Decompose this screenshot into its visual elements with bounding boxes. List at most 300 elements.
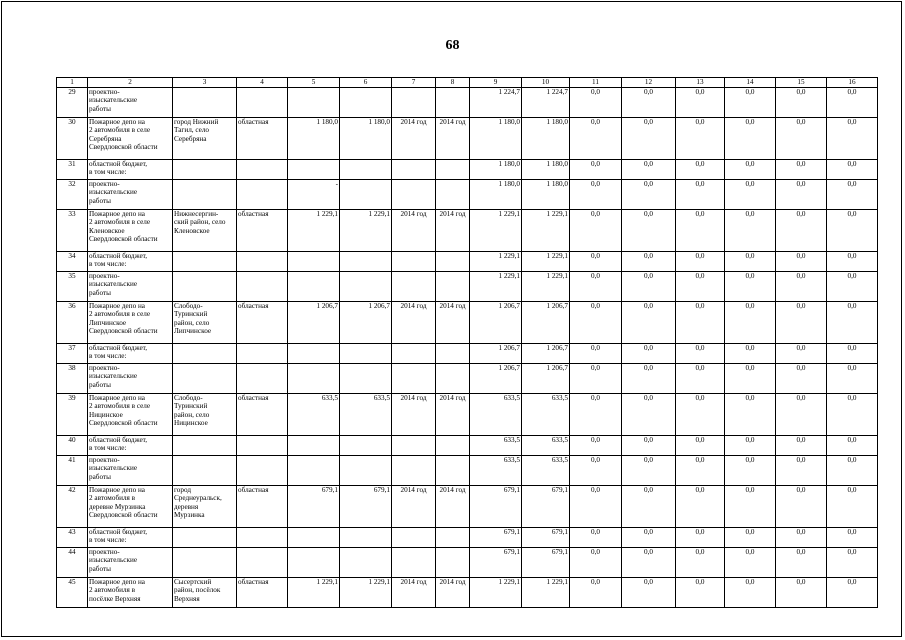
table-cell: 0,0 [570, 272, 622, 302]
table-cell [436, 528, 470, 548]
table-cell: 0,0 [827, 548, 878, 578]
table-cell: 1 229,1 [288, 578, 340, 608]
table-cell: 1 229,1 [340, 578, 392, 608]
column-header: 1 [57, 78, 88, 88]
table-cell: областная [237, 210, 288, 252]
table-cell [237, 180, 288, 210]
table-cell: 0,0 [622, 118, 676, 160]
table-cell: 1 180,0 [470, 118, 522, 160]
table-cell: 0,0 [776, 364, 827, 394]
table-cell: областной бюджет, в том числе: [88, 344, 173, 364]
table-cell: 2014 год [436, 210, 470, 252]
column-header: 11 [570, 78, 622, 88]
table-cell: 0,0 [725, 578, 776, 608]
table-cell: 0,0 [676, 528, 725, 548]
table-cell: 32 [57, 180, 88, 210]
table-cell [436, 88, 470, 118]
table-cell [340, 88, 392, 118]
table-cell [436, 364, 470, 394]
table-cell: 2014 год [436, 486, 470, 528]
table-cell: 1 229,1 [340, 210, 392, 252]
table-cell: 0,0 [725, 88, 776, 118]
table-cell [173, 548, 237, 578]
table-cell: 0,0 [725, 436, 776, 456]
table-cell [288, 272, 340, 302]
table-cell: 0,0 [776, 252, 827, 272]
table-cell [340, 548, 392, 578]
table-cell: областной бюджет, в том числе: [88, 436, 173, 456]
table-cell: 0,0 [622, 578, 676, 608]
table-cell: 0,0 [725, 210, 776, 252]
table-cell: областная [237, 486, 288, 528]
table-cell: 1 206,7 [340, 302, 392, 344]
table-cell [288, 436, 340, 456]
table-cell: 0,0 [570, 486, 622, 528]
table-cell: 0,0 [827, 210, 878, 252]
table-cell: 2014 год [392, 486, 436, 528]
table-row [57, 578, 878, 608]
table-cell: 0,0 [622, 272, 676, 302]
table-cell: 0,0 [725, 118, 776, 160]
column-header: 7 [392, 78, 436, 88]
column-header: 10 [522, 78, 570, 88]
table-cell: 1 206,7 [470, 364, 522, 394]
table-cell: 1 224,7 [522, 88, 570, 118]
table-cell: 0,0 [776, 344, 827, 364]
table-cell: 0,0 [776, 456, 827, 486]
column-header: 14 [725, 78, 776, 88]
column-header: 4 [237, 78, 288, 88]
table-cell: проектно- изыскательские работы [88, 364, 173, 394]
table-cell [173, 160, 237, 180]
table-cell: 1 206,7 [470, 344, 522, 364]
table-cell: 0,0 [827, 486, 878, 528]
table-cell: 0,0 [725, 528, 776, 548]
table-cell [237, 344, 288, 364]
table-row [57, 436, 878, 456]
table-cell: 0,0 [676, 88, 725, 118]
table-cell [237, 548, 288, 578]
table-cell: 0,0 [570, 88, 622, 118]
table-cell: 0,0 [725, 272, 776, 302]
table-cell [173, 180, 237, 210]
table-row [57, 180, 878, 210]
table-cell: 0,0 [827, 528, 878, 548]
table-cell: 0,0 [725, 456, 776, 486]
table-cell [392, 456, 436, 486]
table-cell: 0,0 [622, 364, 676, 394]
table-cell: 0,0 [676, 486, 725, 528]
table-cell: 2014 год [392, 118, 436, 160]
table-cell [340, 456, 392, 486]
table-cell: 1 229,1 [522, 272, 570, 302]
column-header: 3 [173, 78, 237, 88]
table-row [57, 272, 878, 302]
table-cell [288, 528, 340, 548]
table-cell: 679,1 [340, 486, 392, 528]
table-cell: 2014 год [392, 578, 436, 608]
table-cell: 633,5 [340, 394, 392, 436]
table-row [57, 548, 878, 578]
table-cell: 1 180,0 [470, 160, 522, 180]
table-cell [392, 364, 436, 394]
table-cell: 2014 год [436, 394, 470, 436]
table-cell: 633,5 [288, 394, 340, 436]
table-row [57, 252, 878, 272]
table-cell: 0,0 [622, 548, 676, 578]
table-cell [436, 160, 470, 180]
table-cell: 679,1 [470, 486, 522, 528]
table-cell: областная [237, 394, 288, 436]
page-number: 68 [445, 38, 460, 53]
table-cell [173, 456, 237, 486]
table-cell: 1 180,0 [340, 118, 392, 160]
table-cell: 1 180,0 [522, 180, 570, 210]
table-cell: Пожарное депо на 2 автомобиля в посёлке Верхняя [88, 578, 173, 608]
table-cell: 0,0 [827, 578, 878, 608]
table-cell [288, 88, 340, 118]
table-cell: областной бюджет, в том числе: [88, 528, 173, 548]
table-cell: 0,0 [827, 118, 878, 160]
table-cell: 0,0 [827, 252, 878, 272]
table-cell: 0,0 [776, 486, 827, 528]
table-cell: 0,0 [725, 160, 776, 180]
table-cell: 0,0 [725, 302, 776, 344]
table-cell: 0,0 [570, 180, 622, 210]
table-cell: Нижнесергин- ский район, село Кленовское [173, 210, 237, 252]
table-cell: 43 [57, 528, 88, 548]
table-cell: 1 180,0 [470, 180, 522, 210]
table-cell: 2014 год [436, 302, 470, 344]
table-cell: 0,0 [676, 252, 725, 272]
table-cell [436, 548, 470, 578]
table-cell: 0,0 [622, 210, 676, 252]
table-cell: 0,0 [827, 436, 878, 456]
column-header: 9 [470, 78, 522, 88]
table-cell: 0,0 [676, 160, 725, 180]
table-cell: 0,0 [676, 364, 725, 394]
table-cell: 0,0 [570, 436, 622, 456]
table-cell: 1 180,0 [522, 118, 570, 160]
table-cell: 1 229,1 [288, 210, 340, 252]
table-cell [392, 160, 436, 180]
table-cell: областная [237, 302, 288, 344]
table-cell: 0,0 [827, 160, 878, 180]
table-cell: 0,0 [570, 394, 622, 436]
table-cell: 679,1 [288, 486, 340, 528]
table-cell: 0,0 [827, 344, 878, 364]
table-cell: 0,0 [776, 578, 827, 608]
table-cell: 0,0 [676, 210, 725, 252]
table-cell: 633,5 [470, 436, 522, 456]
table-cell: 0,0 [622, 344, 676, 364]
table-cell [237, 88, 288, 118]
table-row [57, 394, 878, 436]
table-cell: 0,0 [622, 456, 676, 486]
table-cell [436, 436, 470, 456]
table-cell: 0,0 [622, 88, 676, 118]
table-cell [237, 528, 288, 548]
table-cell: 0,0 [827, 180, 878, 210]
table-cell: 1 224,7 [470, 88, 522, 118]
table-cell: 2014 год [392, 210, 436, 252]
table-cell: 0,0 [622, 394, 676, 436]
table-cell: 0,0 [676, 436, 725, 456]
table-cell: 0,0 [622, 486, 676, 528]
table-cell: областная [237, 578, 288, 608]
column-header: 6 [340, 78, 392, 88]
table-cell: проектно- изыскательские работы [88, 180, 173, 210]
table-cell [340, 436, 392, 456]
table-cell: 0,0 [622, 436, 676, 456]
table-cell: 35 [57, 272, 88, 302]
table-cell [340, 344, 392, 364]
table-cell: 2014 год [392, 394, 436, 436]
table-cell: 0,0 [776, 272, 827, 302]
table-cell: 0,0 [776, 118, 827, 160]
table-cell: 0,0 [676, 118, 725, 160]
table-cell: Сысертский район, посёлок Верхняя [173, 578, 237, 608]
table-cell: 0,0 [776, 88, 827, 118]
table-cell: 0,0 [776, 210, 827, 252]
table-cell: Пожарное депо на 2 автомобиля в селе Ницинское Свердловской области [88, 394, 173, 436]
table-row [57, 210, 878, 252]
table-cell: 1 180,0 [522, 160, 570, 180]
table-cell [288, 252, 340, 272]
table-cell [173, 364, 237, 394]
table-cell: 34 [57, 252, 88, 272]
table-cell: 1 206,7 [522, 364, 570, 394]
table-cell: 1 229,1 [470, 272, 522, 302]
table-cell: 633,5 [522, 456, 570, 486]
table-cell: 679,1 [522, 486, 570, 528]
table-cell: 0,0 [570, 344, 622, 364]
table-cell: 0,0 [622, 160, 676, 180]
table-cell: 0,0 [827, 456, 878, 486]
table-cell [436, 344, 470, 364]
table-cell: 0,0 [725, 180, 776, 210]
table-cell: Пожарное депо на 2 автомобиля в селе Липчинское Свердловской области [88, 302, 173, 344]
table-cell: 0,0 [827, 302, 878, 344]
table-cell [340, 528, 392, 548]
table-cell: 0,0 [676, 578, 725, 608]
table-cell: 40 [57, 436, 88, 456]
column-header: 15 [776, 78, 827, 88]
table-cell: 0,0 [622, 180, 676, 210]
table-cell [173, 344, 237, 364]
table-cell: Слободо- Туринский район, село Липчинское [173, 302, 237, 344]
table-cell: 633,5 [470, 394, 522, 436]
table-cell: 633,5 [470, 456, 522, 486]
table-cell: 29 [57, 88, 88, 118]
table-cell [340, 180, 392, 210]
table-cell: 44 [57, 548, 88, 578]
table-cell [340, 252, 392, 272]
table-cell [173, 88, 237, 118]
table-cell: 0,0 [622, 252, 676, 272]
table-cell [288, 364, 340, 394]
table-row [57, 486, 878, 528]
table-cell: 39 [57, 394, 88, 436]
table-cell: 0,0 [827, 364, 878, 394]
table-cell: 0,0 [725, 364, 776, 394]
table-cell [340, 160, 392, 180]
table-row [57, 88, 878, 118]
table-cell: 42 [57, 486, 88, 528]
table-cell [436, 180, 470, 210]
table-cell: 0,0 [776, 436, 827, 456]
table-cell: 30 [57, 118, 88, 160]
table-cell: город Среднеуральск, деревня Мурзинка [173, 486, 237, 528]
table-cell: 0,0 [622, 528, 676, 548]
table-cell: 1 180,0 [288, 118, 340, 160]
table-cell [288, 160, 340, 180]
table-cell: 0,0 [725, 394, 776, 436]
header-row [57, 78, 878, 88]
table-row [57, 160, 878, 180]
table-cell [288, 456, 340, 486]
table-row [57, 528, 878, 548]
column-header: 8 [436, 78, 470, 88]
table-cell: город Нижний Тагил, село Серебряна [173, 118, 237, 160]
table-cell: 0,0 [776, 394, 827, 436]
table-cell: областной бюджет, в том числе: [88, 252, 173, 272]
table-row [57, 344, 878, 364]
table-cell: 0,0 [570, 548, 622, 578]
table-cell: 38 [57, 364, 88, 394]
table-cell: 633,5 [522, 394, 570, 436]
table-cell [340, 272, 392, 302]
table-cell: проектно- изыскательские работы [88, 88, 173, 118]
table-cell: 0,0 [776, 528, 827, 548]
table-cell: 1 229,1 [522, 252, 570, 272]
table-cell [392, 344, 436, 364]
column-header: 16 [827, 78, 878, 88]
table-cell: 0,0 [570, 456, 622, 486]
table-cell: областная [237, 118, 288, 160]
table-cell [340, 364, 392, 394]
table-cell [173, 272, 237, 302]
column-header: 5 [288, 78, 340, 88]
column-header: 2 [88, 78, 173, 88]
table-cell [392, 548, 436, 578]
table-cell: 0,0 [676, 456, 725, 486]
table-cell: 37 [57, 344, 88, 364]
table-cell: 0,0 [622, 302, 676, 344]
table-cell: 0,0 [827, 394, 878, 436]
table-cell [288, 548, 340, 578]
table-cell: 0,0 [725, 252, 776, 272]
table-cell: 0,0 [725, 548, 776, 578]
table-cell: 0,0 [725, 344, 776, 364]
table-cell: 1 206,7 [522, 344, 570, 364]
table-cell: 0,0 [570, 160, 622, 180]
table-cell: 633,5 [522, 436, 570, 456]
table-cell: 1 229,1 [470, 210, 522, 252]
table-cell: Слободо- Туринский район, село Ницинское [173, 394, 237, 436]
table-cell: 1 229,1 [470, 578, 522, 608]
table-cell: 0,0 [570, 528, 622, 548]
table-cell: 0,0 [570, 578, 622, 608]
table-cell: 0,0 [570, 252, 622, 272]
table-cell [173, 528, 237, 548]
table-cell: 679,1 [470, 548, 522, 578]
table-cell [392, 88, 436, 118]
table-cell [392, 436, 436, 456]
table-cell [237, 252, 288, 272]
table-cell: 0,0 [676, 394, 725, 436]
table-cell [436, 252, 470, 272]
table-cell: 1 229,1 [522, 210, 570, 252]
table-cell: 679,1 [522, 528, 570, 548]
table-cell [288, 344, 340, 364]
table-cell: 1 206,7 [522, 302, 570, 344]
table-cell: Пожарное депо на 2 автомобиля в селе Серебряна Свердловской области [88, 118, 173, 160]
table-cell: 1 206,7 [470, 302, 522, 344]
table-row [57, 118, 878, 160]
table-cell: 0,0 [676, 548, 725, 578]
table-cell: 0,0 [676, 344, 725, 364]
table-cell [392, 272, 436, 302]
table-cell [392, 528, 436, 548]
table-cell: 0,0 [676, 302, 725, 344]
table-cell: 45 [57, 578, 88, 608]
table-row [57, 456, 878, 486]
table-cell: 0,0 [776, 548, 827, 578]
table-cell: 0,0 [776, 302, 827, 344]
table-cell: 679,1 [522, 548, 570, 578]
table-cell: 2014 год [436, 578, 470, 608]
table-cell: областной бюджет, в том числе: [88, 160, 173, 180]
column-header: 13 [676, 78, 725, 88]
table-cell: 31 [57, 160, 88, 180]
table-cell: 41 [57, 456, 88, 486]
table-cell: 1 229,1 [470, 252, 522, 272]
table-cell: 0,0 [725, 486, 776, 528]
table-cell [237, 456, 288, 486]
table-cell: 1 229,1 [522, 578, 570, 608]
table-cell [173, 436, 237, 456]
table-cell: 0,0 [827, 272, 878, 302]
table-cell: проектно- изыскательские работы [88, 272, 173, 302]
data-table [56, 77, 878, 608]
table-cell [237, 272, 288, 302]
table-row [57, 364, 878, 394]
table-cell: 36 [57, 302, 88, 344]
table-cell: 0,0 [776, 160, 827, 180]
table-cell [392, 180, 436, 210]
table-cell: 0,0 [570, 210, 622, 252]
table-cell: 679,1 [470, 528, 522, 548]
table-cell: 0,0 [776, 180, 827, 210]
table-cell: 0,0 [570, 364, 622, 394]
table-cell [173, 252, 237, 272]
column-header: 12 [622, 78, 676, 88]
table-cell: 33 [57, 210, 88, 252]
table-cell [237, 160, 288, 180]
table-cell: 0,0 [676, 272, 725, 302]
table-cell: проектно- изыскательские работы [88, 456, 173, 486]
table-cell: 0,0 [676, 180, 725, 210]
table-cell [436, 272, 470, 302]
table-cell: проектно- изыскательские работы [88, 548, 173, 578]
table-cell [392, 252, 436, 272]
table-cell: 1 206,7 [288, 302, 340, 344]
table-cell [237, 436, 288, 456]
table-row [57, 302, 878, 344]
table-cell: 2014 год [392, 302, 436, 344]
table-cell: 2014 год [436, 118, 470, 160]
